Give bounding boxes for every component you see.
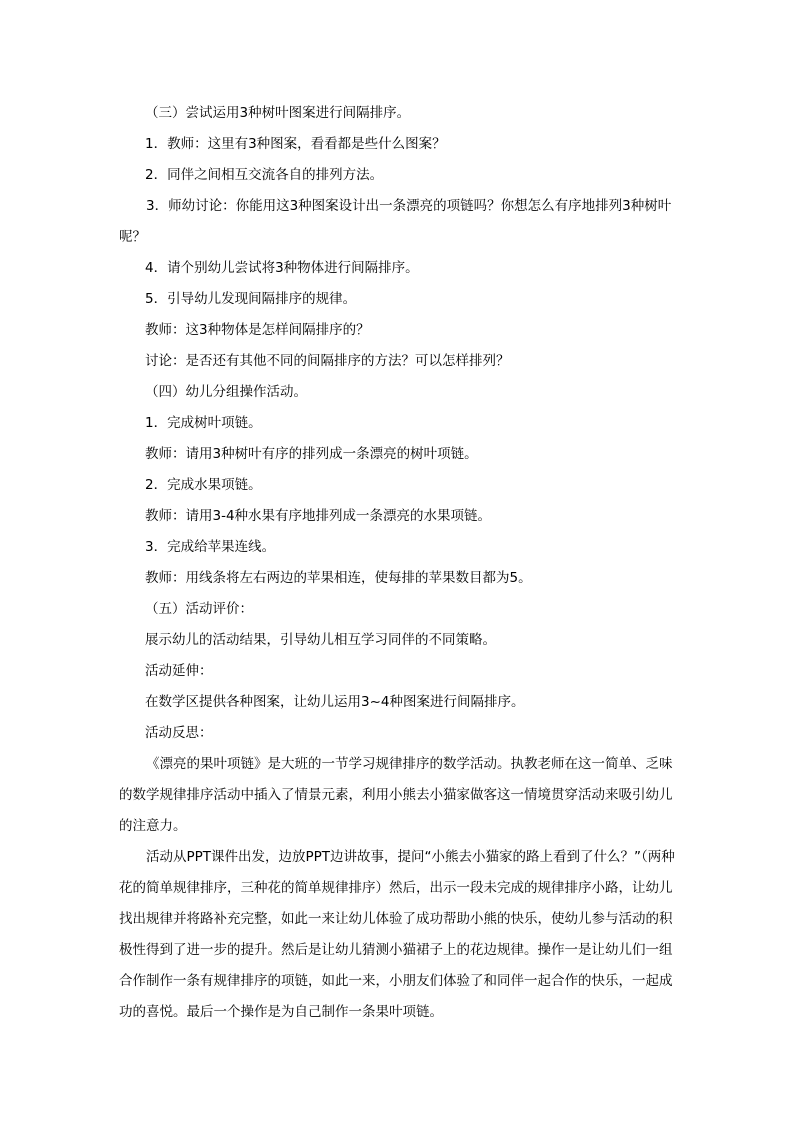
paragraph: 3．师幼讨论：你能用这3种图案设计出一条漂亮的项链吗？你想怎么有序地排列3种树叶呢？ xyxy=(119,198,672,245)
paragraph: 教师：请用3种树叶有序的排列成一条漂亮的树叶项链。 xyxy=(145,446,478,462)
section-heading-4: （四）幼儿分组操作活动。 xyxy=(145,384,307,400)
paragraph: 教师：用线条将左右两边的苹果相连，使每排的苹果数目都为5。 xyxy=(145,570,532,586)
paragraph: 5．引导幼儿发现间隔排序的规律。 xyxy=(145,291,357,307)
document-body xyxy=(119,98,679,1028)
paragraph: 活动反思： xyxy=(145,725,213,741)
paragraph: 2．同伴之间相互交流各自的排列方法。 xyxy=(145,167,384,183)
paragraph: 教师：请用3-4种水果有序地排列成一条漂亮的水果项链。 xyxy=(145,508,492,524)
paragraph: 1．教师：这里有3种图案，看看都是些什么图案？ xyxy=(145,136,446,152)
paragraph: 1．完成树叶项链。 xyxy=(145,415,262,431)
paragraph: 《漂亮的果叶项链》是大班的一节学习规律排序的数学活动。执教老师在这一简单、乏味的数学规律排序活动中插入了情景元素，利用小熊去小猫家做客这一情境贯穿活动来吸引幼儿的注意力。 xyxy=(119,756,673,834)
paragraph: 活动延伸： xyxy=(145,663,213,679)
paragraph: 3．完成给苹果连线。 xyxy=(145,539,276,555)
paragraph: 在数学区提供各种图案，让幼儿运用3~4种图案进行间隔排序。 xyxy=(145,694,525,710)
paragraph: 活动从PPT课件出发，边放PPT边讲故事，提问“小熊去小猫家的路上看到了什么？”（两种花的简单规律排序，三种花的简单规律排序）然后，出示一段未完成的规律排序小路，让幼儿找出规律并将路补充完整，如此一来让幼儿体验了成功帮助小熊的快乐，使幼儿参与活动的积极性得到了进一步的提升。然后是让幼儿猜测小猫裙子上的花边规律。操作一是让幼儿们一组合作制作一条有规律排序的项链，如此一来，小朋友们体验了和同伴一起合作的快乐，一起成功的喜悦。最后一个操作是为自己制作一条果叶项链。 xyxy=(119,849,675,1020)
paragraph: 讨论：是否还有其他不同的间隔排序的方法？可以怎样排列？ xyxy=(145,353,510,369)
paragraph: 2．完成水果项链。 xyxy=(145,477,262,493)
paragraph: 展示幼儿的活动结果，引导幼儿相互学习同伴的不同策略。 xyxy=(145,632,496,648)
paragraph: 教师：这3种物体是怎样间隔排序的？ xyxy=(145,322,370,338)
section-heading-5: （五）活动评价： xyxy=(145,601,253,617)
paragraph: 4．请个别幼儿尝试将3种物体进行间隔排序。 xyxy=(145,260,419,276)
section-heading-3: （三）尝试运用3种树叶图案进行间隔排序。 xyxy=(145,105,411,121)
